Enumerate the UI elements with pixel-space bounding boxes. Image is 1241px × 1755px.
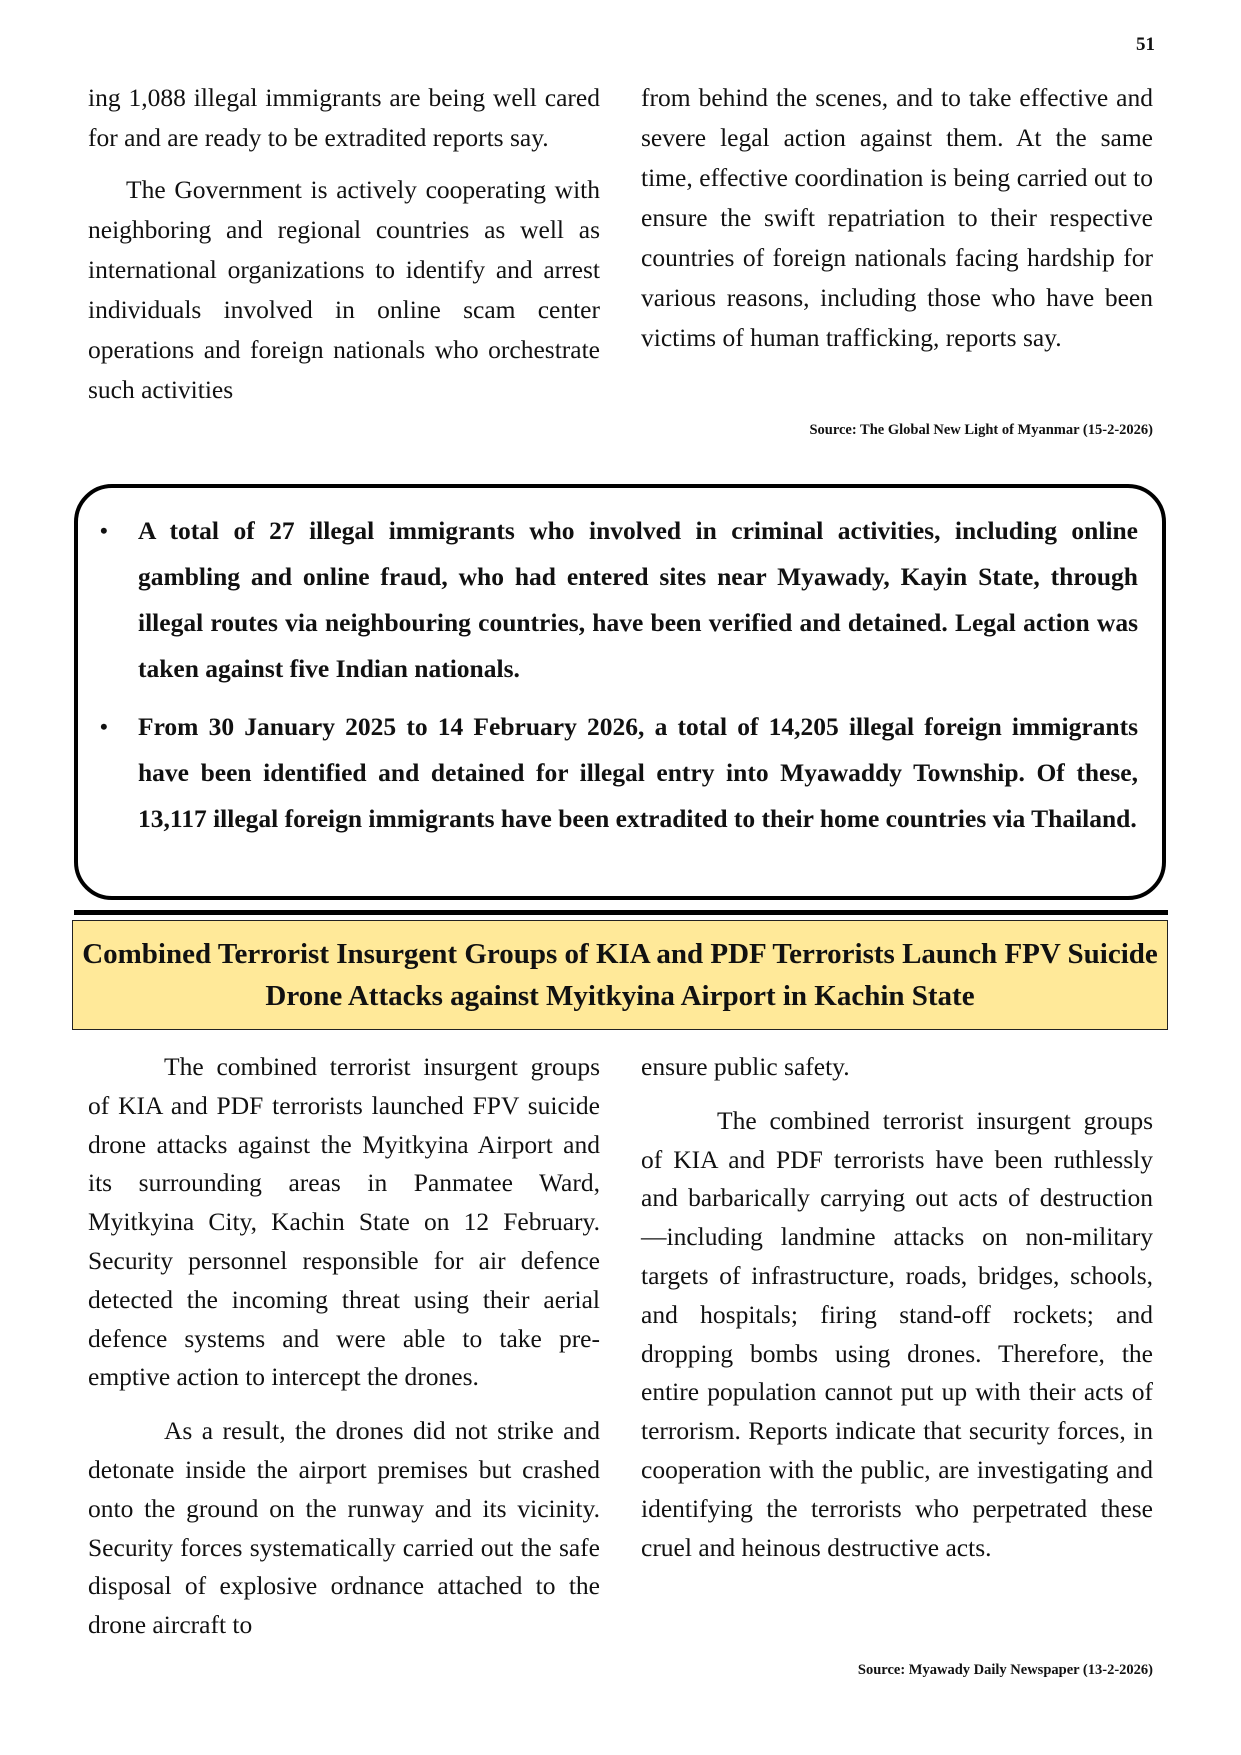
- article1-right-column: [641, 78, 1153, 370]
- article2-paragraph: The combined terrorist insurgent groups of KIA and PDF terrorists launched FPV suicide drone attacks against the Myitkyina Airport and its surrounding areas in Panmatee Ward, Myitkyina City, Kachin State on 12 February. Security personnel responsible for air defence detected the incoming threat using their aerial defence systems and were able to take pre-emptive action to intercept the drones.: [88, 1052, 600, 1392]
- article2-source: Source: Myawady Daily Newspaper (13-2-2026): [857, 1662, 1153, 1678]
- article2-left-column: [88, 1048, 600, 1660]
- highlight-text: A total of 27 illegal immigrants who involved in criminal activities, including online gambling and online fraud, who had entered sites near Myawady, Kayin State, through illegal routes via neighbouring countries, have been verified and detained. Legal action was taken against five Indian nationals.: [138, 516, 1138, 683]
- highlight-text: From 30 January 2025 to 14 February 2026, a total of 14,205 illegal foreign immigrants have been identified and detained for illegal entry into Myawaddy Township. Of these, 13,117 illegal foreign immigrants have been extradited to their home countries via Thailand.: [138, 712, 1138, 833]
- article2-headline: Combined Terrorist Insurgent Groups of KIA and PDF Terrorists Launch FPV Suicide Drone Attacks against Myitkyina Airport in Kachin State: [82, 938, 1158, 1012]
- highlight-list: [100, 508, 1138, 842]
- bullet-icon: •: [100, 714, 108, 739]
- highlight-item: [100, 704, 1138, 842]
- article1-paragraph: The Government is actively cooperating with neighboring and regional countries as well as international organizations to identify and arrest individuals involved in online scam center operations and foreign nationals who orchestrate such activities: [88, 175, 600, 404]
- article2-paragraph: As a result, the drones did not strike and detonate inside the airport premises but crashed onto the ground on the runway and its vicinity. Security forces systematically carried out the safe disposal of explosive ordnance attached to the drone aircraft to: [88, 1416, 600, 1640]
- article2-paragraph: The combined terrorist insurgent groups of KIA and PDF terrorists have been ruthlessly and barbarically carrying out acts of destruction—including landmine attacks on non-military targets of infrastructure, roads, bridges, schools, and hospitals; firing stand-off rockets; and dropping bombs using drones. Therefore, the entire population cannot put up with their acts of terrorism. Reports indicate that security forces, in cooperation with the public, are investigating and identifying the terrorists who perpetrated these cruel and heinous destructive acts.: [641, 1105, 1153, 1562]
- article1-paragraph: from behind the scenes, and to take effective and severe legal action against them. At the same time, effective coordination is being carried out to ensure the swift repatriation to their respective countries of foreign nationals facing hardship for various reasons, including those who have been victims of human trafficking, reports say.: [641, 83, 1153, 352]
- article1-left-column: [88, 78, 600, 422]
- article1-source: Source: The Global New Light of Myanmar (15-2-2026): [809, 422, 1153, 438]
- highlight-box: [74, 484, 1166, 900]
- highlight-item: [100, 508, 1138, 692]
- section-divider: [74, 910, 1168, 915]
- page-number: 51: [1136, 34, 1155, 55]
- headline-box: [72, 920, 1168, 1030]
- bullet-icon: •: [100, 518, 108, 543]
- article1-paragraph: ing 1,088 illegal immigrants are being well cared for and are ready to be extradited reports say.: [88, 83, 600, 152]
- article2-right-column: [641, 1048, 1153, 1582]
- article2-paragraph: ensure public safety.: [641, 1052, 850, 1081]
